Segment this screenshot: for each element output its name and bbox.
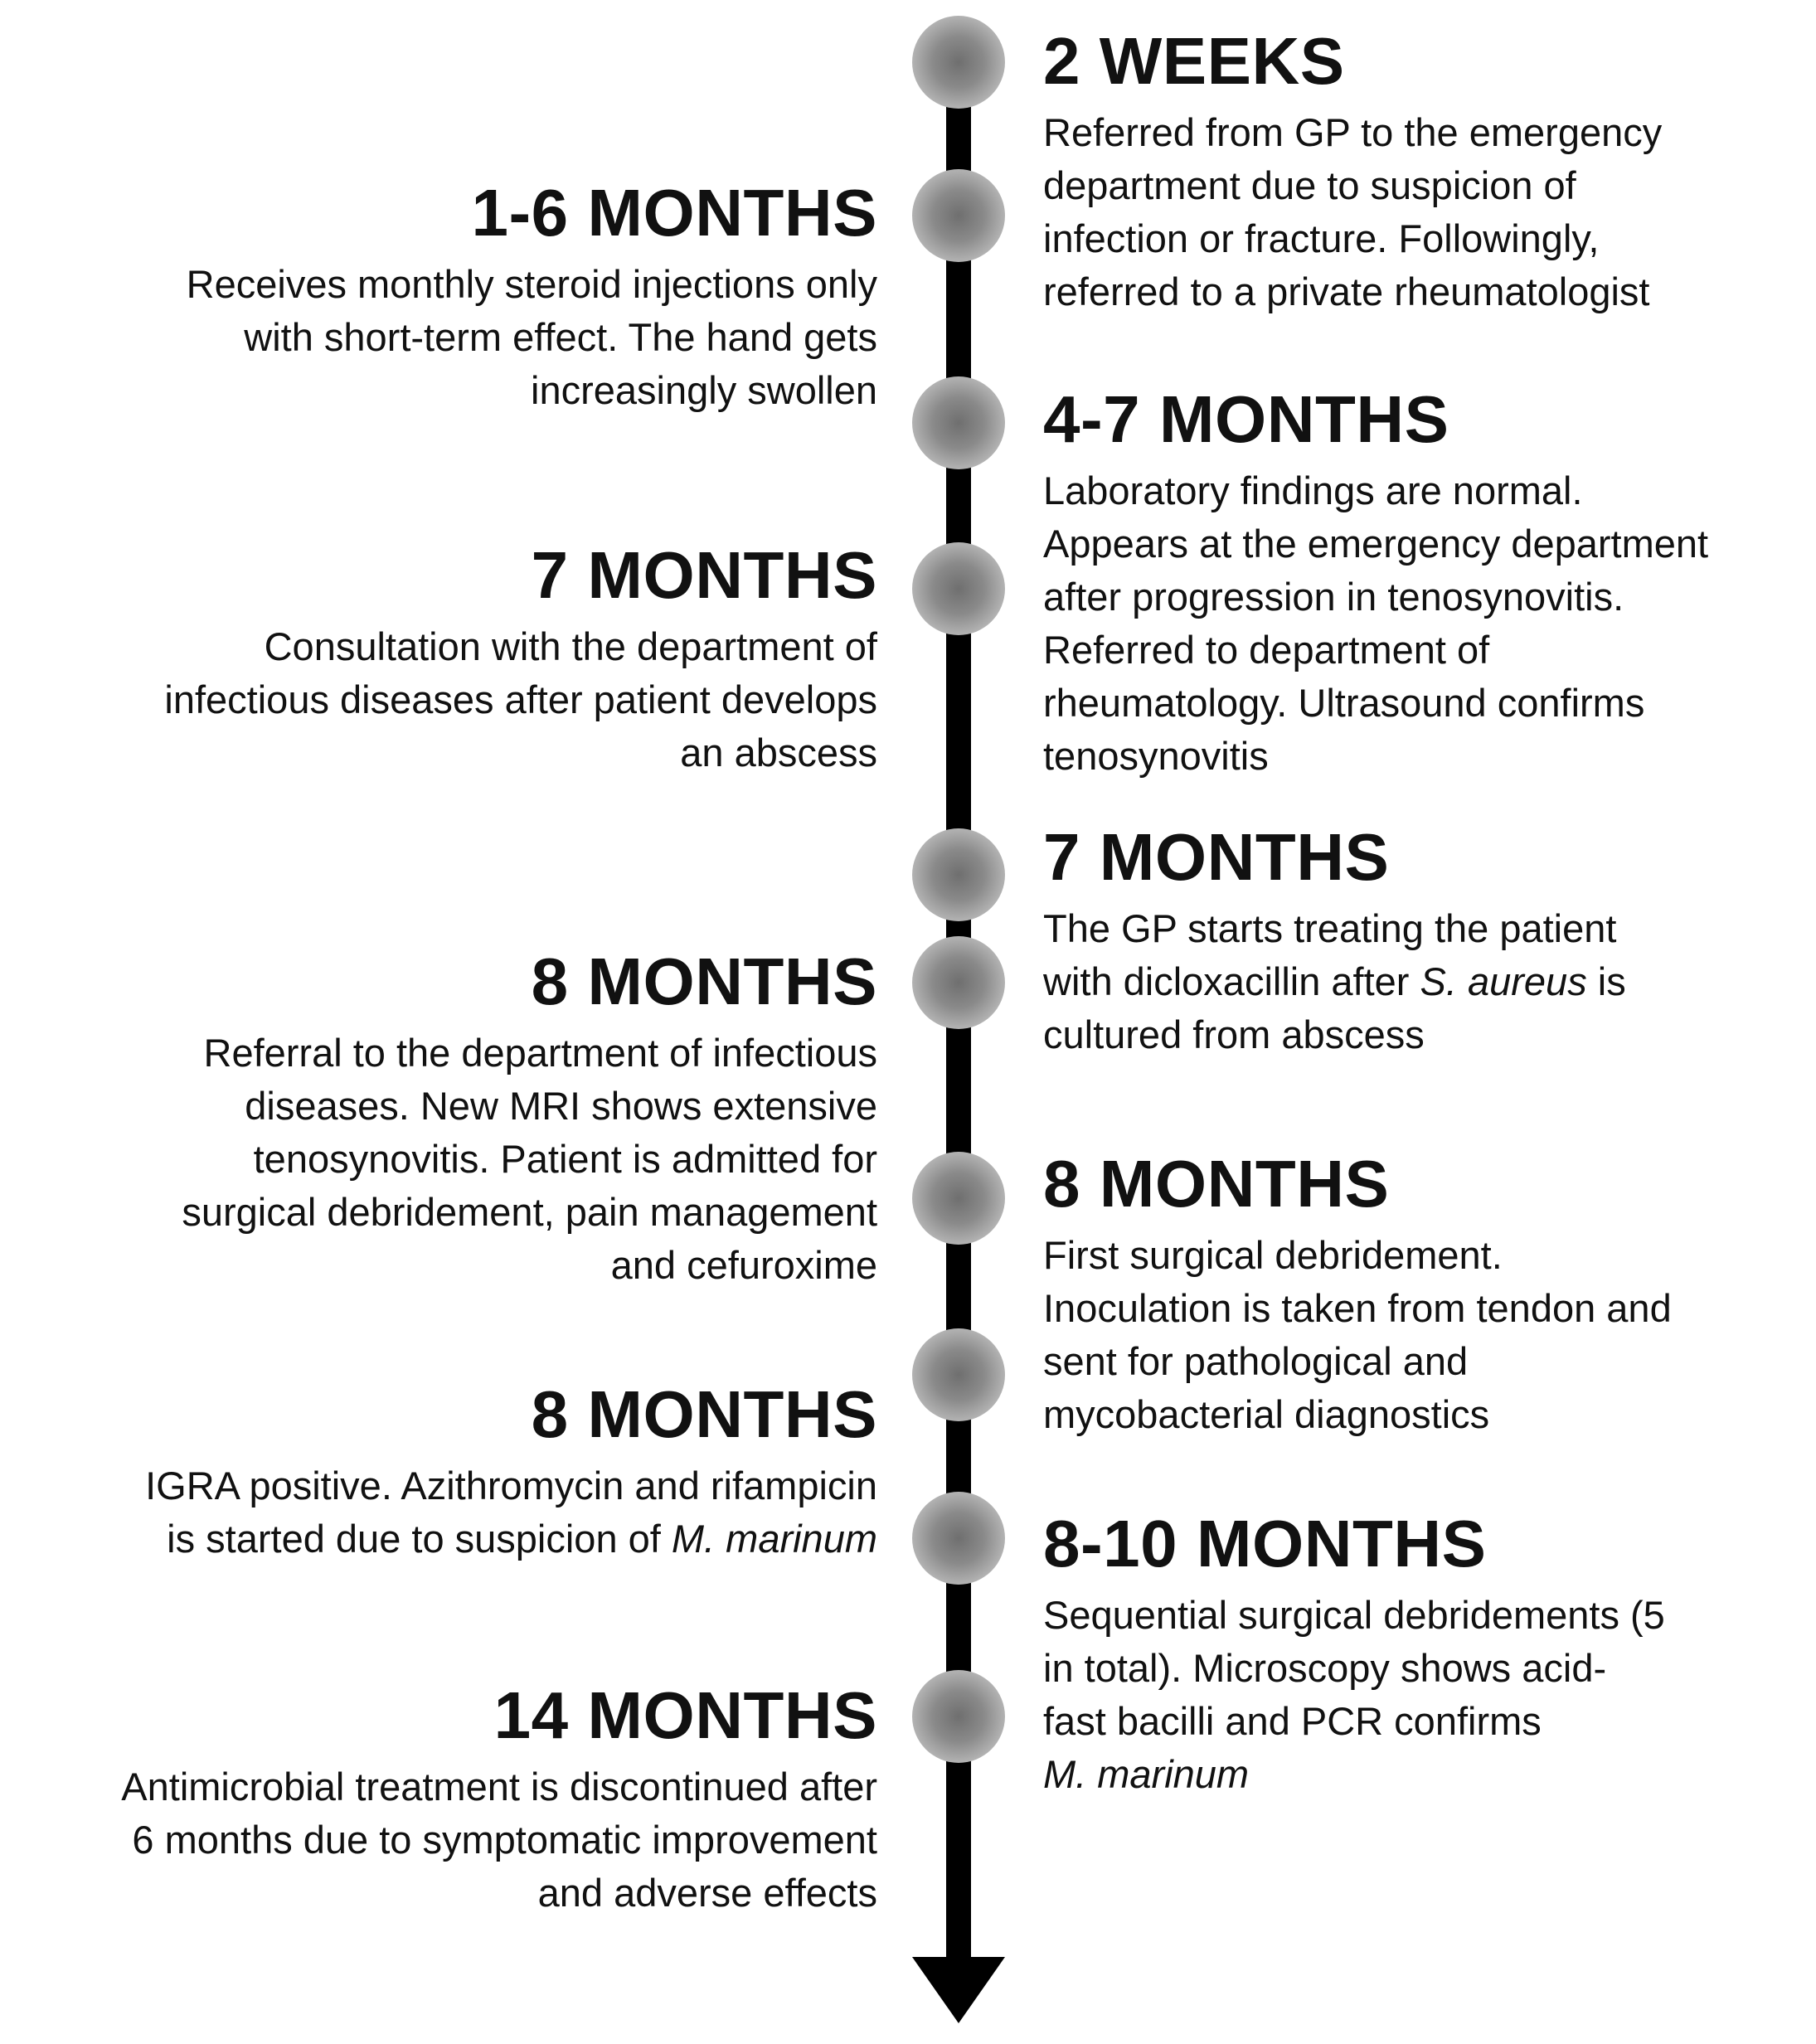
text-run: Referred to department of	[1043, 628, 1490, 672]
text-run: is started due to suspicion of	[167, 1517, 672, 1561]
timeline-node	[912, 1328, 1005, 1421]
timeline-arrowhead	[912, 1957, 1005, 2023]
timeline-node	[912, 376, 1005, 469]
text-run: diseases. New MRI shows extensive	[245, 1084, 877, 1128]
text-run: department due to suspicion of	[1043, 163, 1576, 207]
text-run: First surgical debridement.	[1043, 1233, 1503, 1277]
description-line	[145, 1512, 877, 1566]
description-line	[121, 1760, 877, 1813]
timeline-node	[912, 1152, 1005, 1245]
timeline-node	[912, 542, 1005, 635]
timeline-node	[912, 828, 1005, 921]
timeline-event	[164, 539, 877, 779]
text-run: infection or fracture. Followingly,	[1043, 216, 1600, 260]
text-run: infectious diseases after patient develops	[164, 677, 877, 721]
event-title: 7 MONTHS	[531, 538, 877, 612]
description-line	[1043, 212, 1662, 265]
description-line	[1043, 902, 1626, 955]
text-run: tenosynovitis. Patient is admitted for	[253, 1137, 877, 1181]
description-line	[164, 726, 877, 779]
description-line	[121, 1813, 877, 1867]
text-run: Laboratory findings are normal.	[1043, 469, 1583, 512]
description-line	[187, 364, 877, 417]
description-line	[164, 620, 877, 673]
timeline-event	[121, 1679, 877, 1920]
description-line	[1043, 1335, 1672, 1388]
timeline-node	[912, 1670, 1005, 1763]
description-line	[1043, 677, 1708, 730]
description-line	[187, 258, 877, 311]
event-description	[187, 258, 877, 417]
timeline-node	[912, 1492, 1005, 1585]
description-line	[1043, 106, 1662, 159]
timeline-event	[182, 945, 877, 1292]
timeline-node	[912, 936, 1005, 1029]
description-line	[1043, 1282, 1672, 1335]
timeline-event	[1043, 821, 1626, 1061]
timeline-event	[1043, 1508, 1665, 1801]
description-line	[1043, 730, 1708, 783]
event-description	[121, 1760, 877, 1920]
description-line	[182, 1027, 877, 1080]
event-title: 2 WEEKS	[1043, 24, 1345, 98]
event-title: 8 MONTHS	[531, 1377, 877, 1451]
italic-text: M. marinum	[1043, 1752, 1250, 1796]
text-run: Appears at the emergency department	[1043, 522, 1709, 566]
text-run: Inoculation is taken from tendon and	[1043, 1286, 1672, 1330]
event-title: 8-10 MONTHS	[1043, 1507, 1487, 1580]
italic-text: S. aureus	[1420, 959, 1587, 1003]
text-run: Referred from GP to the emergency	[1043, 110, 1663, 154]
timeline-event	[187, 177, 877, 417]
event-title: 8 MONTHS	[1043, 1147, 1390, 1221]
description-line	[187, 311, 877, 364]
text-run: cultured from abscess	[1043, 1012, 1425, 1056]
description-line	[1043, 1748, 1665, 1801]
description-line	[1043, 1642, 1665, 1695]
text-run: Referral to the department of infectious	[203, 1031, 877, 1075]
description-line	[182, 1239, 877, 1292]
description-line	[1043, 517, 1708, 570]
text-run: surgical debridement, pain management	[182, 1190, 877, 1234]
event-description	[1043, 1229, 1672, 1441]
text-run: mycobacterial diagnostics	[1043, 1392, 1490, 1436]
timeline-event	[1043, 383, 1708, 783]
description-line	[1043, 1008, 1626, 1061]
text-run: referred to a private rheumatologist	[1043, 269, 1650, 313]
description-line	[1043, 1229, 1672, 1282]
text-run: Antimicrobial treatment is discontinued after	[121, 1765, 877, 1809]
event-description	[1043, 1589, 1665, 1801]
text-run: rheumatology. Ultrasound confirms	[1043, 681, 1645, 725]
event-title: 4-7 MONTHS	[1043, 382, 1449, 456]
text-run: tenosynovitis	[1043, 734, 1269, 778]
description-line	[1043, 1589, 1665, 1642]
description-line	[182, 1186, 877, 1239]
text-run: after progression in tenosynovitis.	[1043, 575, 1624, 619]
text-run: fast bacilli and PCR confirms	[1043, 1699, 1542, 1743]
description-line	[1043, 159, 1662, 212]
text-run: is	[1586, 959, 1626, 1003]
event-description	[1043, 464, 1708, 783]
description-line	[1043, 570, 1708, 624]
text-run: increasingly swollen	[531, 368, 877, 412]
event-description	[182, 1027, 877, 1292]
text-run: with short-term effect. The hand gets	[244, 315, 877, 359]
description-line	[182, 1133, 877, 1186]
description-line	[145, 1459, 877, 1512]
text-run: Consultation with the department of	[264, 624, 877, 668]
event-description	[1043, 106, 1662, 318]
event-description	[1043, 902, 1626, 1061]
event-title: 8 MONTHS	[531, 944, 877, 1018]
text-run: sent for pathological and	[1043, 1339, 1469, 1383]
description-line	[1043, 624, 1708, 677]
event-description	[164, 620, 877, 779]
timeline-node	[912, 16, 1005, 109]
timeline-event	[1043, 25, 1662, 318]
event-title: 14 MONTHS	[493, 1678, 877, 1752]
event-title: 1-6 MONTHS	[471, 176, 877, 250]
text-run: The GP starts treating the patient	[1043, 906, 1617, 950]
text-run: Receives monthly steroid injections only	[186, 262, 877, 306]
event-title: 7 MONTHS	[1043, 820, 1390, 894]
description-line	[1043, 1388, 1672, 1441]
timeline-event	[145, 1378, 877, 1566]
description-line	[121, 1867, 877, 1920]
timeline-event	[1043, 1148, 1672, 1441]
description-line	[164, 673, 877, 726]
text-run: an abscess	[680, 731, 877, 774]
description-line	[1043, 955, 1626, 1008]
description-line	[1043, 265, 1662, 318]
event-description	[145, 1459, 877, 1566]
timeline-node	[912, 169, 1005, 262]
text-run: Sequential surgical debridements (5	[1043, 1593, 1665, 1637]
text-run: and cefuroxime	[610, 1243, 877, 1287]
text-run: and adverse effects	[537, 1871, 877, 1915]
text-run: in total). Microscopy shows acid-	[1043, 1646, 1607, 1690]
text-run: 6 months due to symptomatic improvement	[132, 1818, 877, 1862]
italic-text: M. marinum	[671, 1517, 877, 1561]
description-line	[1043, 1695, 1665, 1748]
description-line	[1043, 464, 1708, 517]
text-run: IGRA positive. Azithromycin and rifampicin	[145, 1464, 877, 1508]
description-line	[182, 1080, 877, 1133]
text-run: with dicloxacillin after	[1043, 959, 1420, 1003]
